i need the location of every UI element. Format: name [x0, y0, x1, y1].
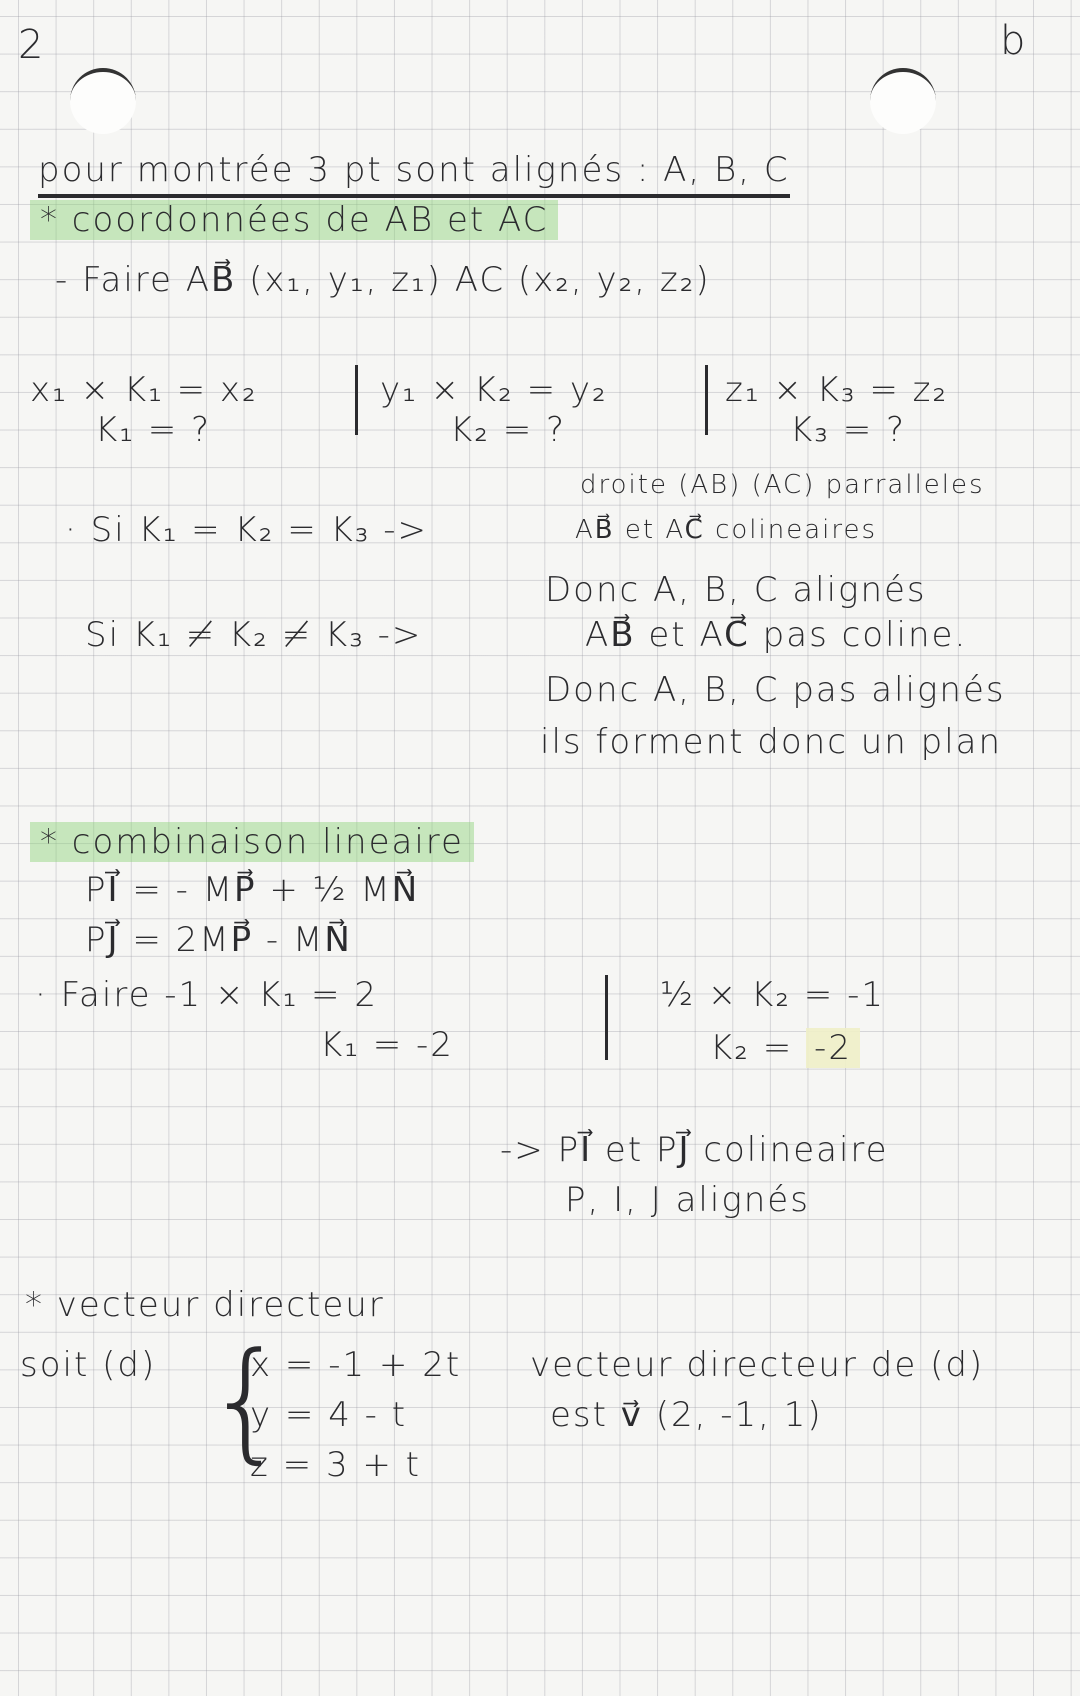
section2-conclusion: P, I, J alignés	[565, 1180, 810, 1220]
eq-pi: PI⃗ = - MP⃗ + ½ MN⃗	[85, 870, 420, 910]
case2: Si K₁ ≠ K₂ ≠ K₃ ->	[85, 615, 423, 655]
section1-title: pour montrée 3 pt sont alignés : A, B, C	[38, 150, 790, 198]
k2-label: K₂ =	[710, 1028, 794, 1068]
case2-extra: ils forment donc un plan	[540, 722, 1003, 762]
system-x: x = -1 + 2t	[250, 1345, 462, 1385]
k1-value: K₁ = -2	[320, 1025, 454, 1065]
eq-z: z₁ × K₃ = z₂	[725, 370, 949, 410]
section3-heading: * vecteur directeur	[25, 1285, 385, 1325]
eq-k2: ½ × K₂ = -1	[660, 975, 885, 1015]
vector-text2: est v⃗ (2, -1, 1)	[550, 1395, 823, 1435]
eq-y: y₁ × K₂ = y₂	[380, 370, 608, 410]
system-brace: {	[205, 1324, 288, 1476]
section2-heading: * combinaison lineaire	[30, 822, 474, 862]
eq-x: x₁ × K₁ = x₂	[30, 370, 258, 410]
punch-hole	[70, 68, 136, 134]
case2-conclusion: Donc A, B, C pas alignés	[545, 670, 1006, 710]
vector-text1: vecteur directeur de (d)	[530, 1345, 985, 1385]
divider	[705, 365, 708, 435]
divider	[605, 975, 608, 1060]
note-parallel: droite (AB) (AC) parralleles	[580, 470, 985, 500]
case2-result: AB⃗ et AC⃗ pas coline.	[585, 615, 968, 655]
case1-result: AB⃗ et AC⃗ colineaires	[575, 515, 878, 545]
system-y: y = 4 - t	[250, 1395, 408, 1435]
section1-heading: * coordonnées de AB et AC	[30, 200, 558, 240]
eq-k1: K₁ = ?	[95, 410, 212, 450]
case1-conclusion: Donc A, B, C alignés	[545, 570, 927, 610]
k2-value: -2	[806, 1028, 860, 1068]
system-z: z = 3 + t	[250, 1445, 422, 1485]
faire-vectors: - Faire AB⃗ (x₁, y₁, z₁) AC (x₂, y₂, z₂)	[55, 260, 711, 300]
eq-pj: PJ⃗ = 2MP⃗ - MN⃗	[85, 920, 352, 960]
soit-d: soit (d)	[20, 1345, 157, 1385]
page-number: 2	[18, 22, 46, 68]
faire-k1: · Faire -1 × K₁ = 2	[35, 975, 378, 1015]
page-letter: b	[1000, 18, 1028, 64]
section2-result: -> PI⃗ et PJ⃗ colineaire	[500, 1130, 889, 1170]
divider	[355, 365, 358, 435]
eq-k2: K₂ = ?	[450, 410, 567, 450]
punch-hole	[870, 68, 936, 134]
case1: · Si K₁ = K₂ = K₃ ->	[65, 510, 428, 550]
eq-k3: K₃ = ?	[790, 410, 907, 450]
